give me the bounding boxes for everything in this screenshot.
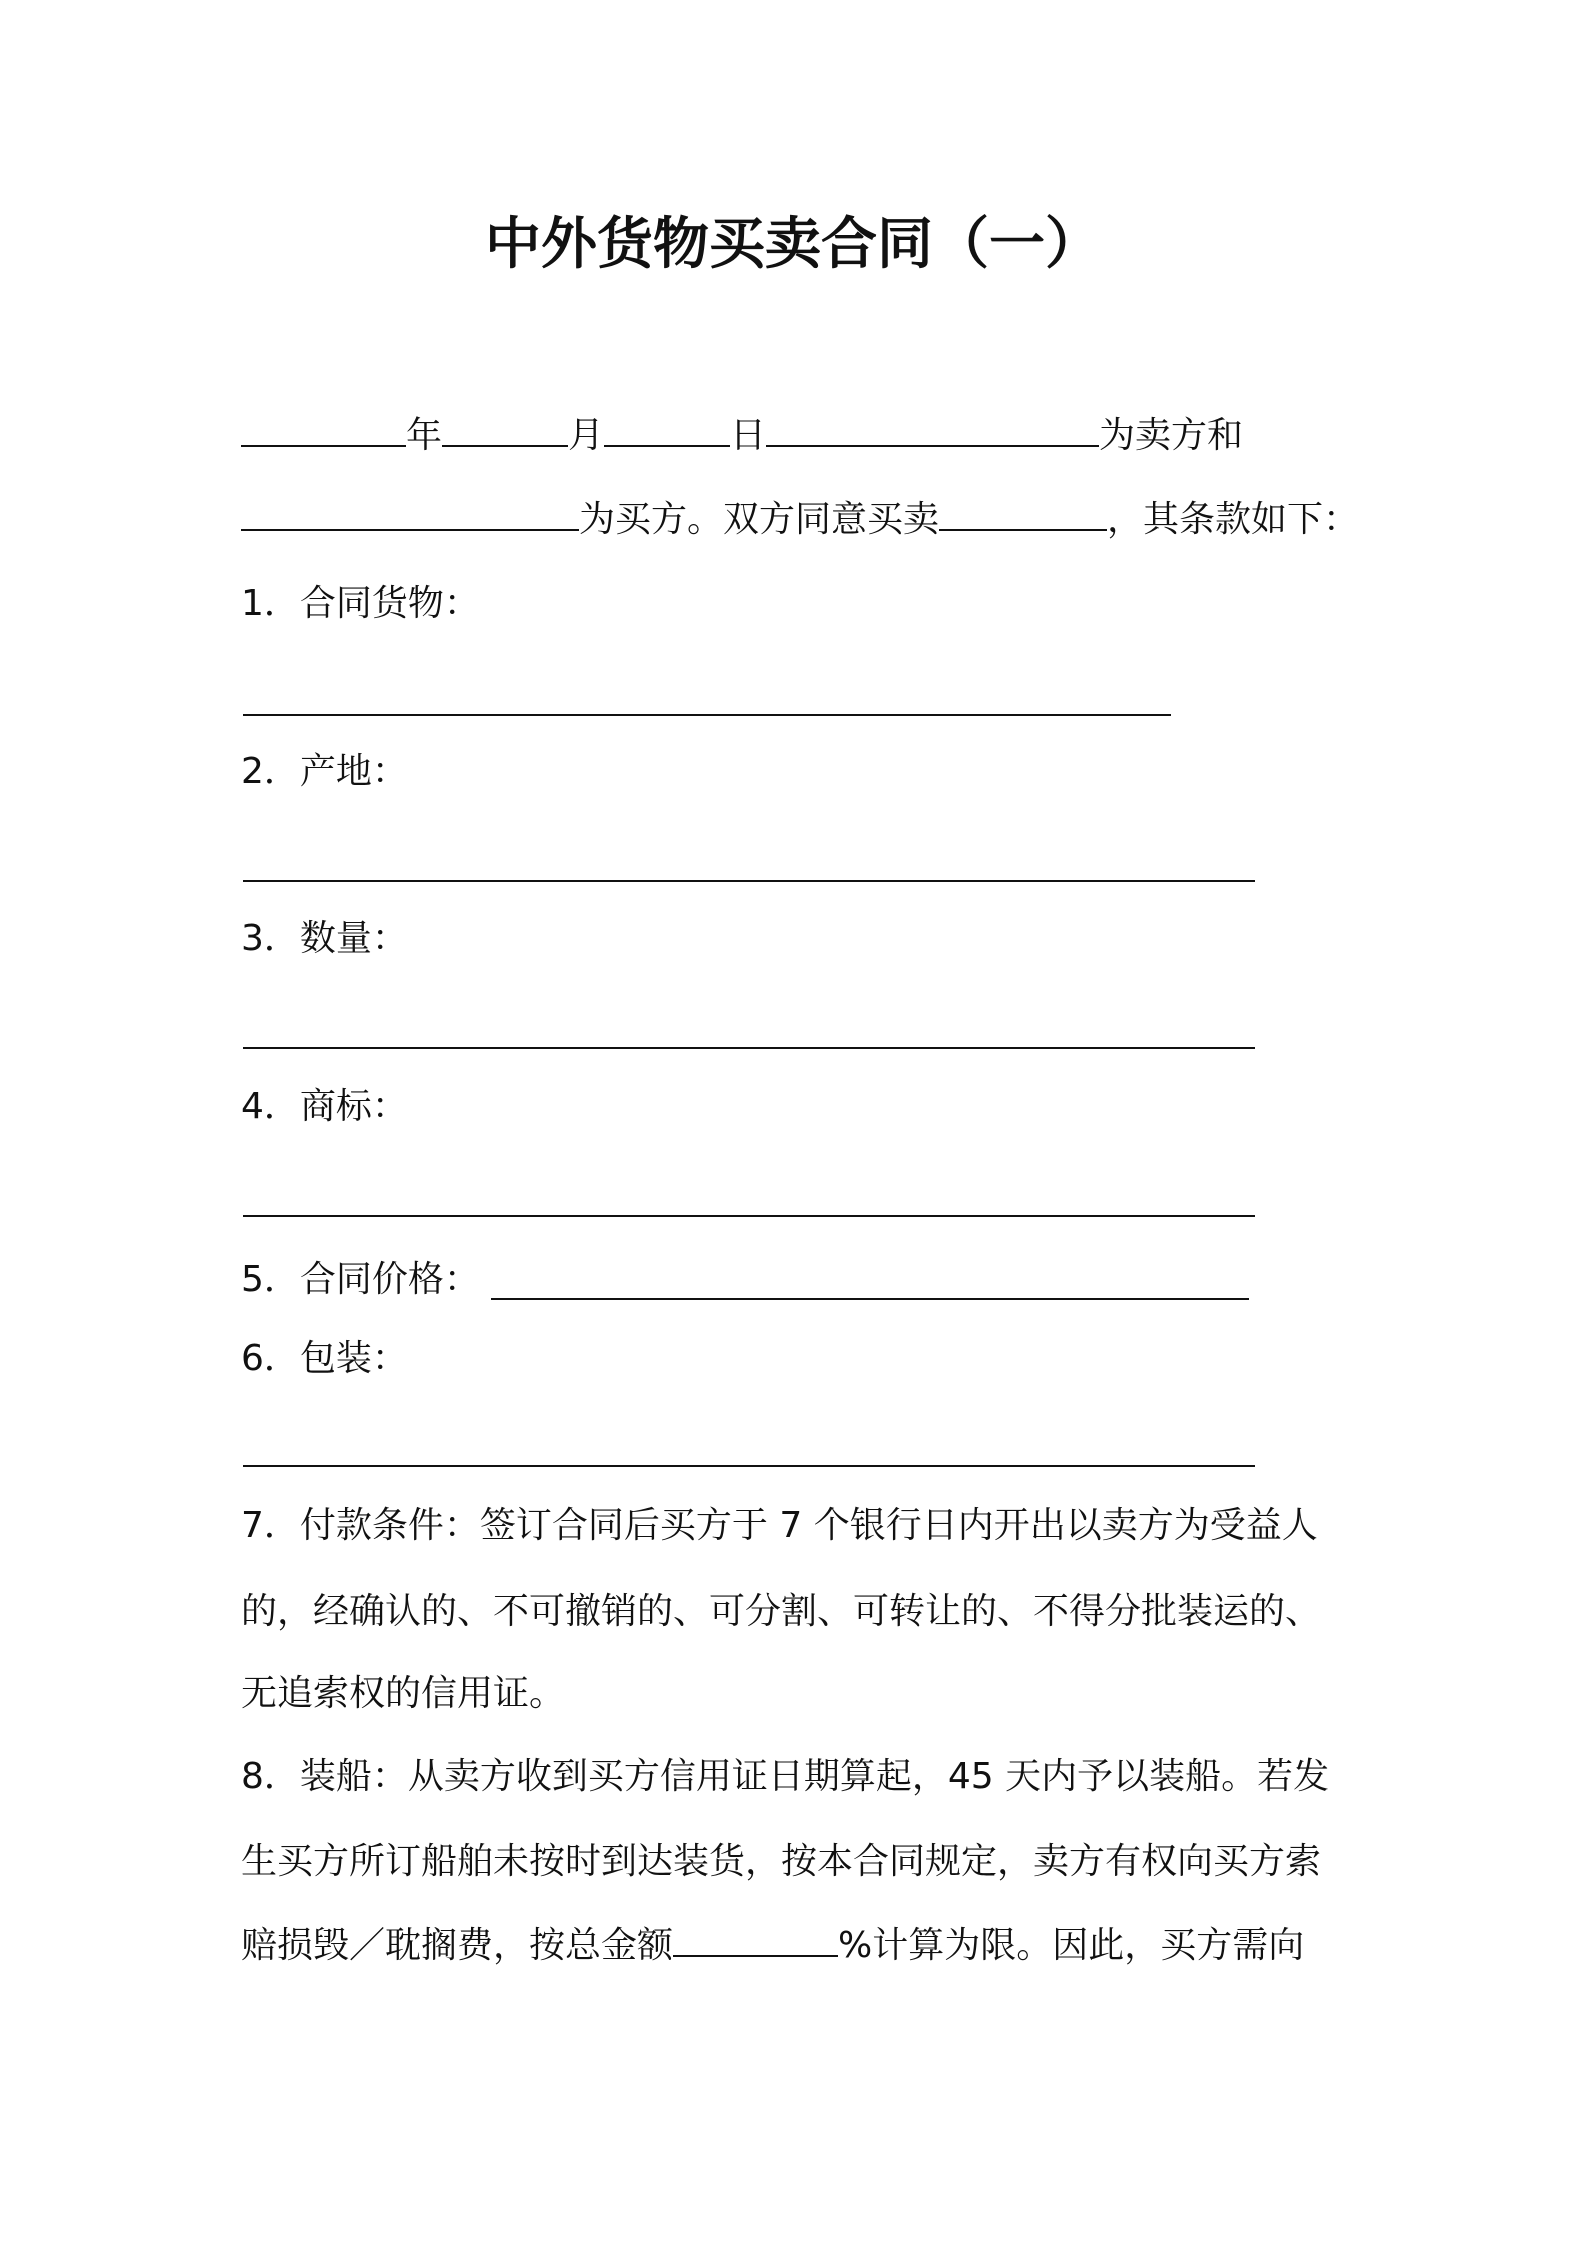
buyer-blank[interactable] (241, 498, 579, 531)
item-trademark-label: 4．商标： (241, 1086, 408, 1127)
quantity-fill-line[interactable] (243, 1047, 1255, 1049)
shipment-line-3-post: %计算为限。因此，买方需向 (838, 1925, 1305, 1966)
item-goods-label: 1．合同货物： (241, 583, 480, 624)
day-label: 日 (730, 415, 767, 456)
shipment-line-3-pre: 赔损毁／耽搁费，按总金额 (241, 1925, 674, 1966)
price-fill-line[interactable] (491, 1298, 1249, 1300)
year-blank[interactable] (241, 414, 406, 447)
trademark-fill-line[interactable] (243, 1215, 1255, 1217)
year-label: 年 (406, 415, 443, 456)
payment-line-3: 无追索权的信用证。 (241, 1673, 566, 1714)
seller-blank[interactable] (766, 414, 1099, 447)
goods-name-blank[interactable] (939, 498, 1107, 531)
goods-fill-line[interactable] (243, 714, 1171, 716)
shipment-line-1: 8．装船：从卖方收到买方信用证日期算起，45 天内予以装船。若发 (241, 1756, 1330, 1797)
month-blank[interactable] (442, 414, 568, 447)
payment-line-2: 的，经确认的、不可撤销的、可分割、可转让的、不得分批装运的、 (241, 1591, 1322, 1632)
item-packing-label: 6．包装： (241, 1338, 408, 1379)
buyer-suffix: 为买方。双方同意买卖 (579, 499, 940, 540)
percentage-blank[interactable] (673, 1924, 838, 1957)
item-quantity-label: 3．数量： (241, 918, 408, 959)
shipment-line-2: 生买方所订船舶未按时到达装货，按本合同规定，卖方有权向买方索 (241, 1841, 1322, 1882)
day-blank[interactable] (604, 414, 730, 447)
intro-line-1 (241, 412, 1243, 460)
document-title: 中外货物买卖合同（一） (485, 212, 1101, 277)
shipment-line-3 (241, 1922, 1304, 1970)
item-price-label: 5．合同价格： (241, 1259, 480, 1300)
intro-line-2 (241, 496, 1359, 544)
month-label: 月 (568, 415, 605, 456)
packing-fill-line[interactable] (243, 1465, 1255, 1467)
payment-line-1: 7．付款条件：签订合同后买方于 7 个银行日内开出以卖方为受益人 (241, 1505, 1318, 1546)
seller-suffix: 为卖方和 (1099, 415, 1244, 456)
terms-suffix: ，其条款如下： (1107, 499, 1360, 540)
item-origin-label: 2．产地： (241, 751, 408, 792)
origin-fill-line[interactable] (243, 880, 1255, 882)
